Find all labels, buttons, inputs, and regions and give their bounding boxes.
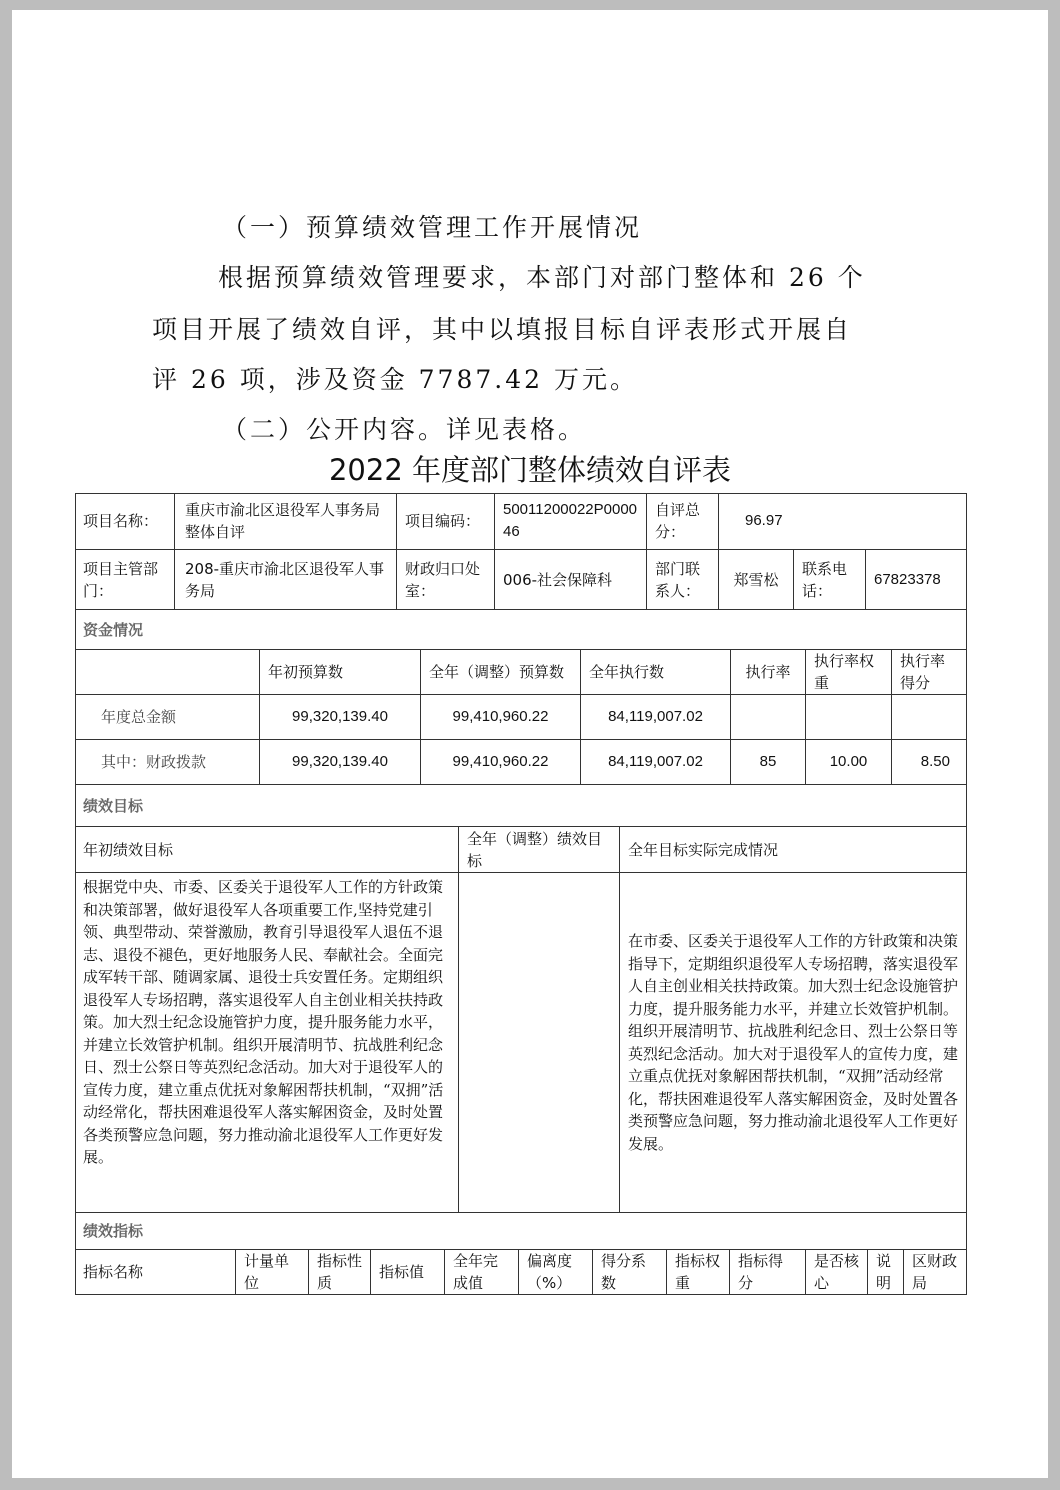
funds-row-weight [806,695,892,740]
indicator-header-weight: 指标权重 [667,1250,730,1295]
dept-label: 项目主管部门： [75,550,175,610]
funds-row-executed: 84,119,007.02 [581,740,731,785]
goals-header-actual: 全年目标实际完成情况 [620,827,967,873]
indicator-header-score: 指标得分 [730,1250,806,1295]
funds-header-blank [75,650,260,695]
heading-budget-performance: （一）预算绩效管理工作开展情况 [222,213,643,242]
dept-value: 208-重庆市渝北区退役军人事务局 [175,550,397,610]
funds-row-score: 8.50 [892,740,967,785]
goals-adjusted-text [459,873,620,1213]
self-score-value: 96.97 [719,493,967,550]
indicator-header-unit: 计量单位 [236,1250,309,1295]
project-code-label: 项目编码： [397,493,495,550]
paragraph-line-1: 根据预算绩效管理要求，本部门对部门整体和 26 个 [218,263,866,292]
funds-row-initial: 99,320,139.40 [260,695,421,740]
funds-header-executed: 全年执行数 [581,650,731,695]
funds-row-initial: 99,320,139.40 [260,740,421,785]
contact-label: 部门联系人： [647,550,719,610]
finance-office-value: 006-社会保障科 [495,550,647,610]
indicator-header-finance-bureau: 区财政局 [904,1250,967,1295]
funds-header-weight: 执行率权重 [806,650,892,695]
indicators-section-header: 绩效指标 [75,1213,967,1250]
funds-header-score: 执行率得分 [892,650,967,695]
funds-row-adjusted: 99,410,960.22 [421,695,581,740]
goals-header-adjusted: 全年（调整）绩效目标 [459,827,620,873]
phone-label: 联系电话： [794,550,866,610]
project-name-value: 重庆市渝北区退役军人事务局整体自评 [175,493,397,550]
goals-actual-text: 在市委、区委关于退役军人工作的方针政策和决策指导下，定期组织退役军人专场招聘，落实退役军人自主创业相关扶持政策。加大烈士纪念设施管护力度，提升服务能力水平，并建立长效管护机制。组织开展清明节、抗战胜利纪念日、烈士公祭日等英烈纪念活动。加大对于退役军人的宣传力度，建立重点优抚对象解困帮扶机制，“双拥”活动经常化，帮扶困难退役军人落实解困资金，及时处置各类预警应急问题，努力推动渝北退役军人工作更好发展。 [620,873,967,1213]
funds-header-rate: 执行率 [731,650,806,695]
indicator-header-core: 是否核心 [806,1250,868,1295]
funds-row-label: 其中：财政拨款 [75,740,260,785]
funds-row-executed: 84,119,007.02 [581,695,731,740]
contact-value: 郑雪松 [719,550,794,610]
funds-header-initial: 年初预算数 [260,650,421,695]
funds-row-adjusted: 99,410,960.22 [421,740,581,785]
indicator-header-name: 指标名称 [75,1250,236,1295]
project-code-value: 50011200022P000046 [495,493,647,550]
funds-row-rate [731,695,806,740]
paragraph-line-2: 项目开展了绩效自评，其中以填报目标自评表形式开展自 [152,315,853,344]
phone-value: 67823378 [866,550,967,610]
indicator-header-nature: 指标性质 [309,1250,371,1295]
indicator-header-value: 指标值 [371,1250,445,1295]
goals-header-initial: 年初绩效目标 [75,827,459,873]
indicator-header-coefficient: 得分系数 [593,1250,667,1295]
finance-office-label: 财政归口处室： [397,550,495,610]
indicator-header-deviation: 偏离度（%） [519,1250,593,1295]
paragraph-line-3: 评 26 项，涉及资金 7787.42 万元。 [152,365,638,394]
funds-row-label: 年度总金额 [75,695,260,740]
goals-initial-text: 根据党中央、市委、区委关于退役军人工作的方针政策和决策部署，做好退役军人各项重要工作,坚持党建引领、典型带动、荣誉激励，教育引导退役军人退伍不退志、退役不褪色，更好地服务人民、奉献社会。全面完成军转干部、随调家属、退役士兵安置任务。定期组织退役军人专场招聘，落实退役军人自主创业相关扶持政策。加大烈士纪念设施管护力度，提升服务能力水平，并建立长效管护机制。组织开展清明节、抗战胜利纪念日、烈士公祭日等英烈纪念活动。加大对于退役军人的宣传力度，建立重点优抚对象解困帮扶机制，“双拥”活动经常化，帮扶困难退役军人落实解困资金，及时处置各类预警应急问题，努力推动渝北退役军人工作更好发展。 [75,873,459,1213]
funds-row-rate: 85 [731,740,806,785]
self-score-label: 自评总分： [647,493,719,550]
goals-section-header: 绩效目标 [75,785,967,827]
table-title: 2022 年度部门整体绩效自评表 [328,453,732,487]
funds-row-weight: 10.00 [806,740,892,785]
funds-header-adjusted: 全年（调整）预算数 [421,650,581,695]
indicator-header-completed: 全年完成值 [445,1250,519,1295]
indicator-header-note: 说明 [868,1250,904,1295]
project-name-label: 项目名称： [75,493,175,550]
heading-public-content: （二）公开内容。详见表格。 [222,415,587,444]
funds-row-score [892,695,967,740]
funds-section-header: 资金情况 [75,610,967,650]
